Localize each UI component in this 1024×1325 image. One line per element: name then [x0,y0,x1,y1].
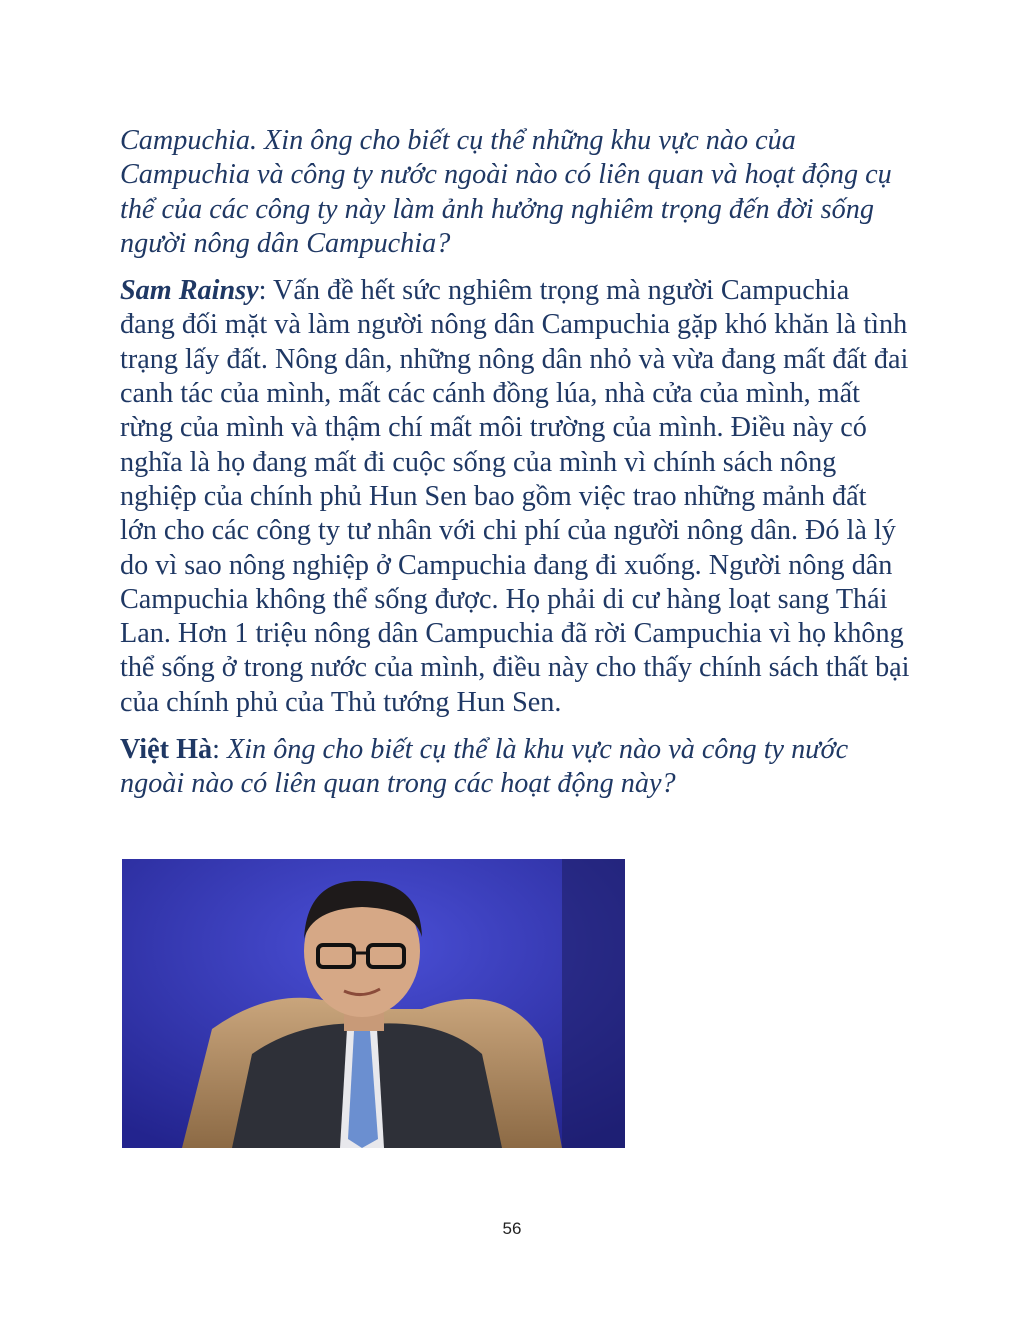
question-text-2: Xin ông cho biết cụ thể là khu vực nào và công ty nước ngoài nào có liên quan trong các hoạt động này? [120,734,849,800]
speaker-name-2: Việt Hà [120,734,213,766]
answer-paragraph [120,274,910,720]
speaker-separator: : [258,275,267,307]
question-paragraph [120,124,910,261]
question-text: Campuchia. Xin ông cho biết cụ thể những khu vực nào của Campuchia và công ty nước ngoài nào có liên quan và hoạt động cụ thể của các công ty này làm ảnh hưởng nghiêm trọng đến đời sống người nông dân Campuchia? [120,125,892,259]
answer-text: Vấn đề hết sức nghiêm trọng mà người Campuchia đang đối mặt và làm người nông dân Campuchia gặp khó khăn là tình trạng lấy đất. Nông dân, những nông dân nhỏ và vừa đang mất đất đai canh tác của mình, mất các cánh đồng lúa, nhà cửa của mình, mất rừng của mình và thậm chí mất môi trường của mình. Điều này có nghĩa là họ đang mất đi cuộc sống của mình vì chính sách nông nghiệp của chính phủ Hun Sen bao gồm việc trao những mảnh đất lớn cho các công ty tư nhân với chi phí của người nông dân. Đó là lý do vì sao nông nghiệp ở Campuchia đang đi xuống. Người nông dân Campuchia không thể sống được. Họ phải di cư hàng loạt sang Thái Lan. Hơn 1 triệu nông dân Campuchia đã rời Campuchia vì họ không thể sống ở trong nước của mình, điều này cho thấy chính sách thất bại của chính phủ của Thủ tướng Hun Sen. [120,275,910,718]
question-paragraph-2 [120,733,910,802]
page-number: 56 [502,1219,522,1238]
article-body [120,124,910,815]
portrait-image [122,859,625,1148]
interview-photo [122,859,625,1148]
speaker-separator-2: : [212,734,220,766]
speaker-name: Sam Rainsy [120,275,259,307]
